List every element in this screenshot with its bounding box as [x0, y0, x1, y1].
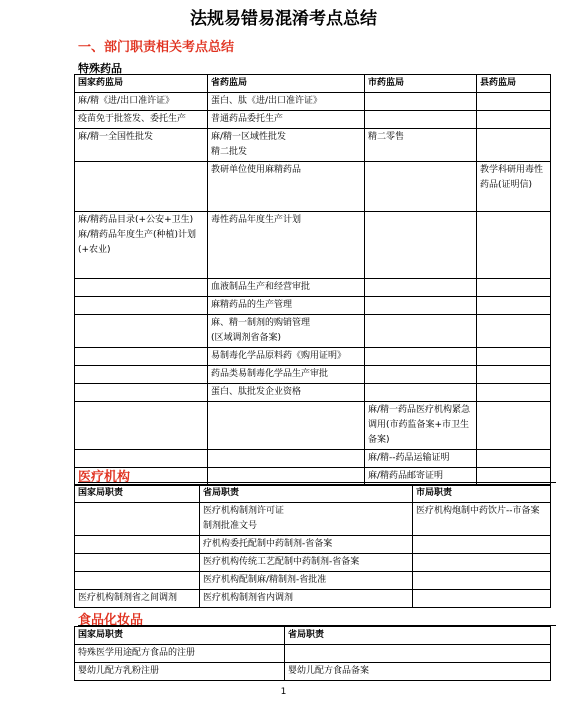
table-cell [413, 590, 551, 608]
table-cell [365, 212, 477, 279]
table-cell [477, 366, 551, 384]
table-cell [477, 129, 551, 162]
section3-heading: 食品化妆品 [78, 613, 144, 628]
table-row [75, 503, 551, 536]
table-cell: 毒性药品年度生产计划 [208, 212, 365, 279]
table-cell [75, 384, 208, 402]
table-cell [477, 315, 551, 348]
table-cell [365, 111, 477, 129]
column-header: 市药监局 [365, 75, 477, 93]
table-cell [365, 93, 477, 111]
table-header-row [75, 75, 551, 93]
document-title: 法规易错易混淆考点总结 [190, 9, 377, 29]
table-cell [477, 348, 551, 366]
table-cell: 疫苗免于批签发、委托生产 [75, 111, 208, 129]
table-cell [365, 279, 477, 297]
column-header: 省药监局 [208, 75, 365, 93]
food-cosmetics-table [74, 626, 551, 681]
table-cell: 医疗机构制剂省内调剂 [200, 590, 413, 608]
table-row [75, 366, 551, 384]
table-cell: 易制毒化学品原料药《购用证明》 [208, 348, 365, 366]
table-cell: 药品类易制毒化学品生产审批 [208, 366, 365, 384]
table-cell [285, 645, 551, 663]
medical-institution-table [74, 484, 551, 608]
page-number: 1 [280, 687, 287, 697]
table-cell: 麻/精药品邮寄证明 [365, 468, 477, 486]
table-cell [365, 348, 477, 366]
table-cell [75, 348, 208, 366]
special-drugs-table [74, 74, 551, 486]
table-row [75, 402, 551, 450]
table-cell [75, 503, 200, 536]
table-row [75, 536, 551, 554]
column-header: 省局职责 [200, 485, 413, 503]
table-cell: 普通药品委托生产 [208, 111, 365, 129]
table-cell: 麻/精--药品运输证明 [365, 450, 477, 468]
section2-heading: 医疗机构 [78, 470, 131, 485]
table-row [75, 572, 551, 590]
table-cell [75, 162, 208, 212]
table-cell [75, 366, 208, 384]
table-cell: 蛋白、肽《进/出口准许证》 [208, 93, 365, 111]
table-cell [477, 450, 551, 468]
column-header: 国家局职责 [75, 627, 285, 645]
table-cell [208, 402, 365, 450]
column-header: 县药监局 [477, 75, 551, 93]
table-cell: 医疗机构制剂省之间调剂 [75, 590, 200, 608]
table-row [75, 663, 551, 681]
table-cell [75, 297, 208, 315]
table-cell: 血液制品生产和经营审批 [208, 279, 365, 297]
table-cell [477, 93, 551, 111]
table-cell [75, 572, 200, 590]
table-row [75, 450, 551, 468]
table-row [75, 129, 551, 162]
table-cell [365, 315, 477, 348]
table-row [75, 348, 551, 366]
table-cell: 疗机构委托配制中药制剂-省备案 [200, 536, 413, 554]
column-header: 国家药监局 [75, 75, 208, 93]
table-cell: 蛋白、肽批发企业资格 [208, 384, 365, 402]
table-row [75, 279, 551, 297]
table-cell: 教研单位使用麻精药品 [208, 162, 365, 212]
table-cell: 婴幼儿配方食品备案 [285, 663, 551, 681]
table-cell [75, 536, 200, 554]
table-cell [75, 554, 200, 572]
table-cell [477, 279, 551, 297]
column-header: 国家局职责 [75, 485, 200, 503]
table-cell [413, 572, 551, 590]
column-header: 省局职责 [285, 627, 551, 645]
table-header-row [75, 485, 551, 503]
table-cell: 麻/精一全国性批发 [75, 129, 208, 162]
table-cell [477, 212, 551, 279]
table-row [75, 384, 551, 402]
table-header-row [75, 627, 551, 645]
table-cell [365, 162, 477, 212]
table-row [75, 162, 551, 212]
table-cell [75, 279, 208, 297]
table-cell [477, 297, 551, 315]
table-cell [477, 402, 551, 450]
table-cell [413, 536, 551, 554]
table-cell: 婴幼儿配方乳粉注册 [75, 663, 285, 681]
table-cell: 教学科研用毒性药品(证明信) [477, 162, 551, 212]
table-cell: 特殊医学用途配方食品的注册 [75, 645, 285, 663]
table-row [75, 554, 551, 572]
table-cell: 麻、精一制剂的购销管理 (区域调剂省备案) [208, 315, 365, 348]
section1-heading: 一、部门职责相关考点总结 [78, 40, 235, 55]
table-row [75, 590, 551, 608]
column-header: 市局职责 [413, 485, 551, 503]
table-row [75, 111, 551, 129]
table-cell [365, 297, 477, 315]
table-row [75, 297, 551, 315]
table-cell: 麻/精一区域性批发 精二批发 [208, 129, 365, 162]
table-cell [365, 366, 477, 384]
table-cell: 精二零售 [365, 129, 477, 162]
table-row [75, 93, 551, 111]
table-cell [413, 554, 551, 572]
table-cell [75, 450, 208, 468]
table-cell [477, 111, 551, 129]
table-cell: 麻/精药品目录(+公安+卫生) 麻/精药品年度生产(种植)计划(+农业) [75, 212, 208, 279]
section2-divider [78, 482, 556, 483]
table-cell [75, 315, 208, 348]
table-cell: 医疗机构炮制中药饮片--市备案 [413, 503, 551, 536]
table-cell: 麻精药品的生产管理 [208, 297, 365, 315]
table-row [75, 645, 551, 663]
table-cell: 医疗机构传统工艺配制中药制剂-省备案 [200, 554, 413, 572]
table-row [75, 315, 551, 348]
table-cell: 医疗机构配制麻/精制剂-省批准 [200, 572, 413, 590]
table-cell [477, 384, 551, 402]
table-row [75, 212, 551, 279]
table-cell: 医疗机构制剂许可证 制剂批准文号 [200, 503, 413, 536]
table-cell: 麻/精一药品医疗机构紧急调用(市药监备案+市卫生备案) [365, 402, 477, 450]
table-cell [208, 450, 365, 468]
table-cell [75, 402, 208, 450]
table-cell [365, 384, 477, 402]
table-cell: 麻/精《进/出口准许证》 [75, 93, 208, 111]
section1-subheading: 特殊药品 [78, 62, 122, 75]
